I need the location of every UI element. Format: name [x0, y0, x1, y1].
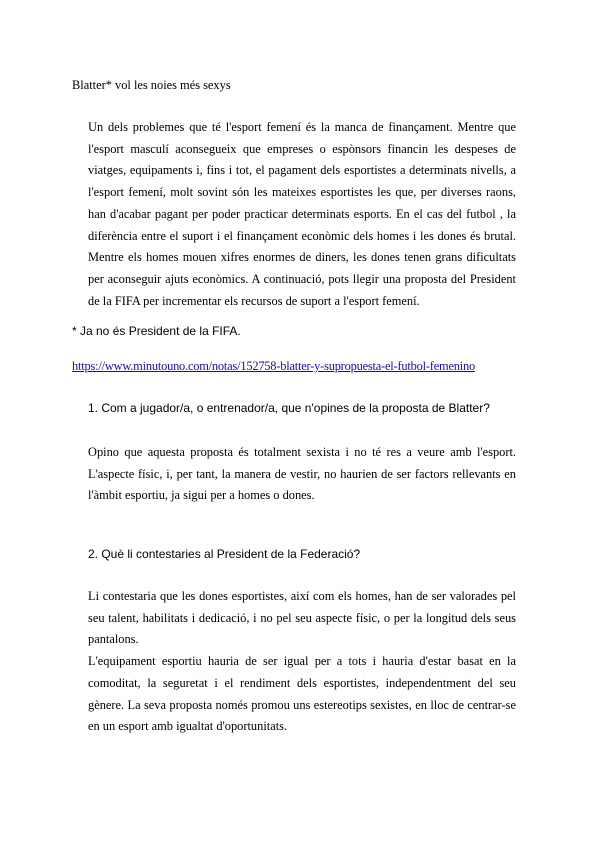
footnote: * Ja no és President de la FIFA.: [72, 324, 241, 338]
answer-2: [88, 586, 516, 738]
question-2: 2. Què li contestaries al President de la Federació?: [88, 547, 361, 561]
article-link[interactable]: https://www.minutouno.com/notas/152758-blatter-y-supropuesta-el-futbol-femenino: [72, 359, 475, 373]
answer-1: Opino que aquesta proposta és totalment sexista i no té res a veure amb l'esport. L'aspecte físic, i, per tant, la manera de vestir, no haurien de ser factors rellevants en l'àmbit esportiu, ja sigui per a homes o dones.: [88, 445, 516, 503]
intro-paragraph: Un dels problemes que té l'esport femení és la manca de finançament. Mentre que l'esport masculí aconsegueix que empreses o espònsors financin les despeses de viatges, equipaments i, fins i tot, el pagament dels esportistes a determinats nivells, a l'esport femení, molt sovint són les mateixes esportistes les que, per diverses raons, han d'acabar pagant per poder practicar determinats esports. En el cas del futbol , la diferència entre el suport i el finançament econòmic dels homes i les dones és brutal. Mentre els homes mouen xifres enormes de diners, les dones tenen grans dificultats per aconseguir ajuts econòmics. A continuació, pots llegir una proposta del President de la FIFA per incrementar els recursos de suport a l'esport femení.: [88, 120, 516, 308]
answer-2-paragraph-2: L'equipament esportiu hauria de ser igual per a tots i hauria d'estar basat en la comoditat, la seguretat i el rendiment dels esportistes, independentment del seu gènere. La seva proposta només promou uns estereotips sexistes, en lloc de centrar-se en un esport amb igualtat d'oportunitats.: [88, 654, 516, 734]
document-title: Blatter* vol les noies més sexys: [72, 78, 231, 92]
question-1: 1. Com a jugador/a, o entrenador/a, que n'opines de la proposta de Blatter?: [88, 401, 490, 415]
answer-2-paragraph-1: Li contestaria que les dones esportistes, així com els homes, han de ser valorades pel seu talent, habilitats i dedicació, i no pel seu aspecte físic, o per la longitud dels seus pantalons.: [88, 589, 516, 647]
